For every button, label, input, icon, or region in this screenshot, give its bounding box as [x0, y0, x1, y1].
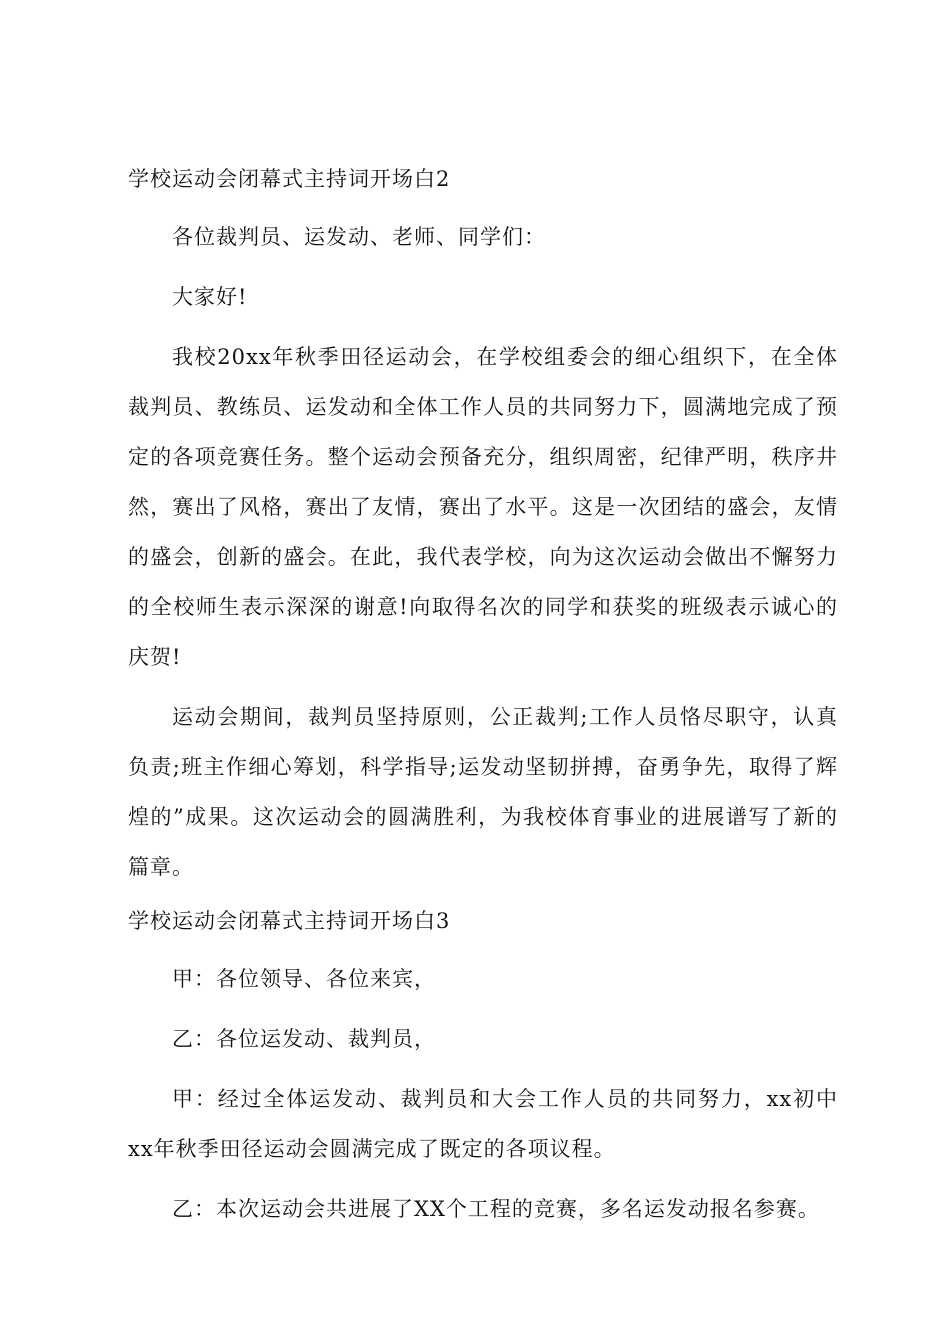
section-heading-3: 学校运动会闭幕式主持词开场白3: [128, 909, 451, 933]
document-body: [128, 160, 838, 1244]
hello-paragraph: 大家好!: [172, 285, 248, 309]
host-a-line-2: 甲：经过全体运发动、裁判员和大会工作人员的共同努力，xx初中xx年秋季田径运动会圆满完成了既定的各项议程。: [128, 1087, 838, 1161]
host-b-line-2: 乙：本次运动会共进展了XX个工程的竞赛，多名运发动报名参赛。: [172, 1197, 820, 1221]
greeting-paragraph: 各位裁判员、运发动、老师、同学们：: [172, 225, 546, 249]
host-b-line-1: 乙：各位运发动、裁判员，: [172, 1027, 436, 1051]
main-paragraph: 我校20xx年秋季田径运动会，在学校组委会的细心组织下，在全体裁判员、教练员、运发动和全体工作人员的共同努力下，圆满地完成了预定的各项竞赛任务。整个运动会预备充分，组织周密，纪律严明，秩序井然，赛出了风格，赛出了友情，赛出了水平。这是一次团结的盛会，友情的盛会，创新的盛会。在此，我代表学校，向为这次运动会做出不懈努力的全校师生表示深深的谢意!向取得名次的同学和获奖的班级表示诚心的庆贺!: [128, 345, 838, 669]
praise-paragraph: 运动会期间，裁判员坚持原则，公正裁判;工作人员恪尽职守，认真负责;班主作细心筹划，科学指导;运发动坚韧拼搏，奋勇争先，取得了辉煌的”成果。这次运动会的圆满胜利，为我校体育事业的进展谱写了新的篇章。: [128, 705, 838, 879]
host-a-line-1: 甲：各位领导、各位来宾，: [172, 967, 436, 991]
section-heading-2: 学校运动会闭幕式主持词开场白2: [128, 167, 451, 191]
